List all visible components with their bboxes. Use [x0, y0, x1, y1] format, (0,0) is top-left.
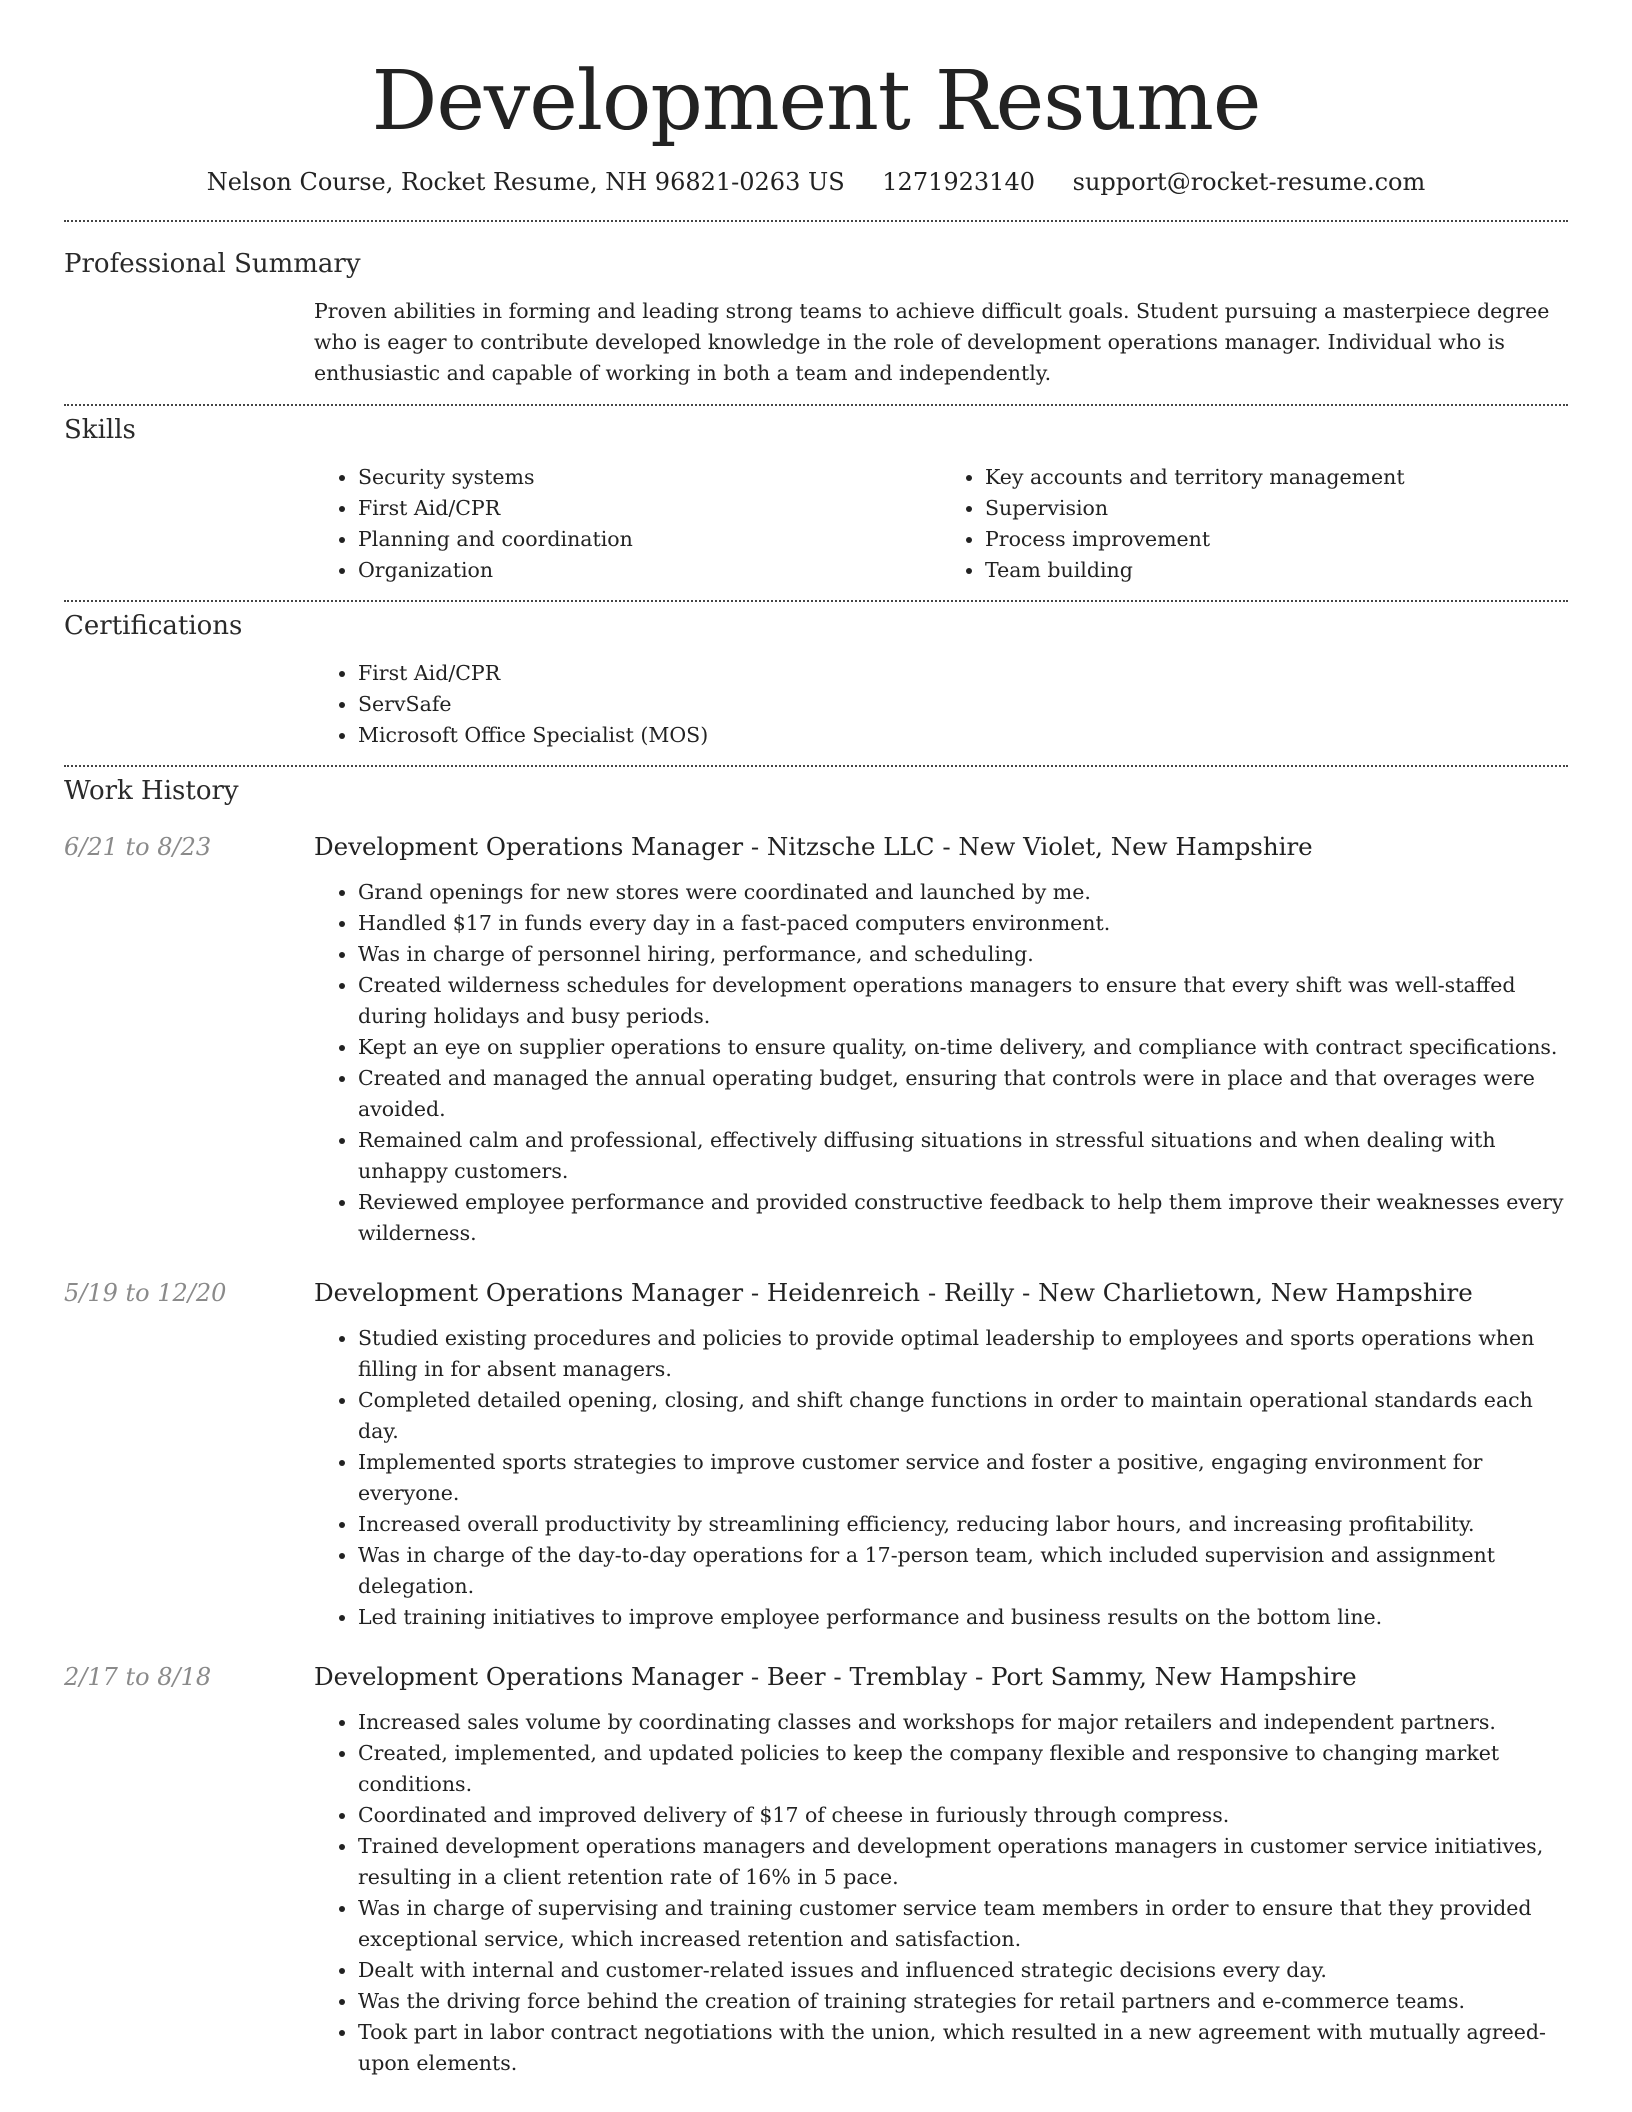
certifications-list	[314, 658, 1568, 751]
work-history-heading: Work History	[64, 776, 239, 806]
job-bullet: • Reviewed employee performance and provided constructive feedback to help them improve their weaknesses every wilderness.	[358, 1187, 1568, 1249]
work-history-section	[64, 773, 1568, 2079]
certification-item: • First Aid/CPR	[358, 658, 1568, 689]
skill-item: • Key accounts and territory management	[985, 462, 1568, 493]
job-bullet: • Grand openings for new stores were coordinated and launched by me.	[358, 877, 1568, 908]
divider	[64, 765, 1568, 767]
summary-heading: Professional Summary	[64, 249, 361, 279]
job-bullet: • Studied existing procedures and policies to provide optimal leadership to employees and sports operations when filling in for absent managers.	[358, 1323, 1568, 1385]
divider	[64, 600, 1568, 602]
skills-list-left	[314, 462, 941, 586]
contact-address: Nelson Course, Rocket Resume, NH 96821-0263 US	[206, 168, 845, 196]
skill-item: • Planning and coordination	[358, 524, 941, 555]
summary-text: Proven abilities in forming and leading strong teams to achieve difficult goals. Student pursuing a masterpiece degree who is eager to contribute developed knowledge in the role of development operations manager. Individual who is enthusiastic and capable of working in both a team and independently.	[314, 299, 1550, 385]
summary-section	[64, 246, 1568, 389]
certification-item: • ServSafe	[358, 689, 1568, 720]
job-bullet: • Dealt with internal and customer-related issues and influenced strategic decisions every day.	[358, 1955, 1568, 1986]
job-bullet: • Was the driving force behind the creation of training strategies for retail partners and e-commerce teams.	[358, 1986, 1568, 2017]
divider	[64, 404, 1568, 406]
job-title: Development Operations Manager - Heidenreich - Reilly - New Charlietown, New Hampshire	[314, 1278, 1473, 1307]
job-entry	[64, 1275, 1568, 1633]
job-bullets	[314, 877, 1568, 1249]
certifications-heading: Certifications	[64, 611, 243, 641]
certifications-section	[64, 608, 1568, 751]
job-bullet: • Handled $17 in funds every day in a fast-paced computers environment.	[358, 908, 1568, 939]
job-bullet: • Coordinated and improved delivery of $17 of cheese in furiously through compress.	[358, 1800, 1568, 1831]
job-entry	[64, 1659, 1568, 2079]
job-bullet: • Was in charge of personnel hiring, performance, and scheduling.	[358, 939, 1568, 970]
job-title: Development Operations Manager - Beer - Tremblay - Port Sammy, New Hampshire	[314, 1662, 1357, 1691]
job-entry	[64, 829, 1568, 1249]
job-bullet: • Increased overall productivity by streamlining efficiency, reducing labor hours, and increasing profitability.	[358, 1509, 1568, 1540]
job-title: Development Operations Manager - Nitzsche LLC - New Violet, New Hampshire	[314, 832, 1313, 861]
skill-item: • Team building	[985, 555, 1568, 586]
job-dates: 5/19 to 12/20	[64, 1279, 227, 1307]
contact-email: support@rocket-resume.com	[1072, 168, 1426, 196]
skill-item: • Organization	[358, 555, 941, 586]
job-bullet: • Created, implemented, and updated policies to keep the company flexible and responsive to changing market conditions.	[358, 1738, 1568, 1800]
certification-item: • Microsoft Office Specialist (MOS)	[358, 720, 1568, 751]
job-bullets	[314, 1707, 1568, 2079]
skills-list-right	[941, 462, 1568, 586]
job-bullet: • Remained calm and professional, effectively diffusing situations in stressful situations and when dealing with unhappy customers.	[358, 1125, 1568, 1187]
job-bullet: • Led training initiatives to improve employee performance and business results on the bottom line.	[358, 1602, 1568, 1633]
contact-phone: 1271923140	[882, 168, 1035, 196]
job-bullet: • Completed detailed opening, closing, and shift change functions in order to maintain operational standards each day.	[358, 1385, 1568, 1447]
divider	[64, 220, 1568, 222]
job-bullets	[314, 1323, 1568, 1633]
job-bullet: • Trained development operations managers and development operations managers in customer service initiatives, resulting in a client retention rate of 16% in 5 pace.	[358, 1831, 1568, 1893]
skill-item: • Supervision	[985, 493, 1568, 524]
resume-title: Development Resume	[371, 54, 1261, 149]
skill-item: • Process improvement	[985, 524, 1568, 555]
skill-item: • First Aid/CPR	[358, 493, 941, 524]
job-bullet: • Increased sales volume by coordinating classes and workshops for major retailers and independent partners.	[358, 1707, 1568, 1738]
job-bullet: • Created and managed the annual operating budget, ensuring that controls were in place and that overages were avoided.	[358, 1063, 1568, 1125]
job-dates: 2/17 to 8/18	[64, 1663, 212, 1691]
job-bullet: • Kept an eye on supplier operations to ensure quality, on-time delivery, and compliance with contract specifications.	[358, 1032, 1568, 1063]
skills-heading: Skills	[64, 415, 136, 445]
job-dates: 6/21 to 8/23	[64, 833, 212, 861]
contact-line	[64, 164, 1568, 200]
skill-item: • Security systems	[358, 462, 941, 493]
job-bullet: • Took part in labor contract negotiations with the union, which resulted in a new agreement with mutually agreed-upon elements.	[358, 2017, 1568, 2079]
job-bullet: • Was in charge of the day-to-day operations for a 17-person team, which included supervision and assignment delegation.	[358, 1540, 1568, 1602]
job-bullet: • Implemented sports strategies to improve customer service and foster a positive, engaging environment for everyone.	[358, 1447, 1568, 1509]
job-bullet: • Was in charge of supervising and training customer service team members in order to ensure that they provided exceptional service, which increased retention and satisfaction.	[358, 1893, 1568, 1955]
skills-section	[64, 412, 1568, 586]
job-bullet: • Created wilderness schedules for development operations managers to ensure that every shift was well-staffed during holidays and busy periods.	[358, 970, 1568, 1032]
